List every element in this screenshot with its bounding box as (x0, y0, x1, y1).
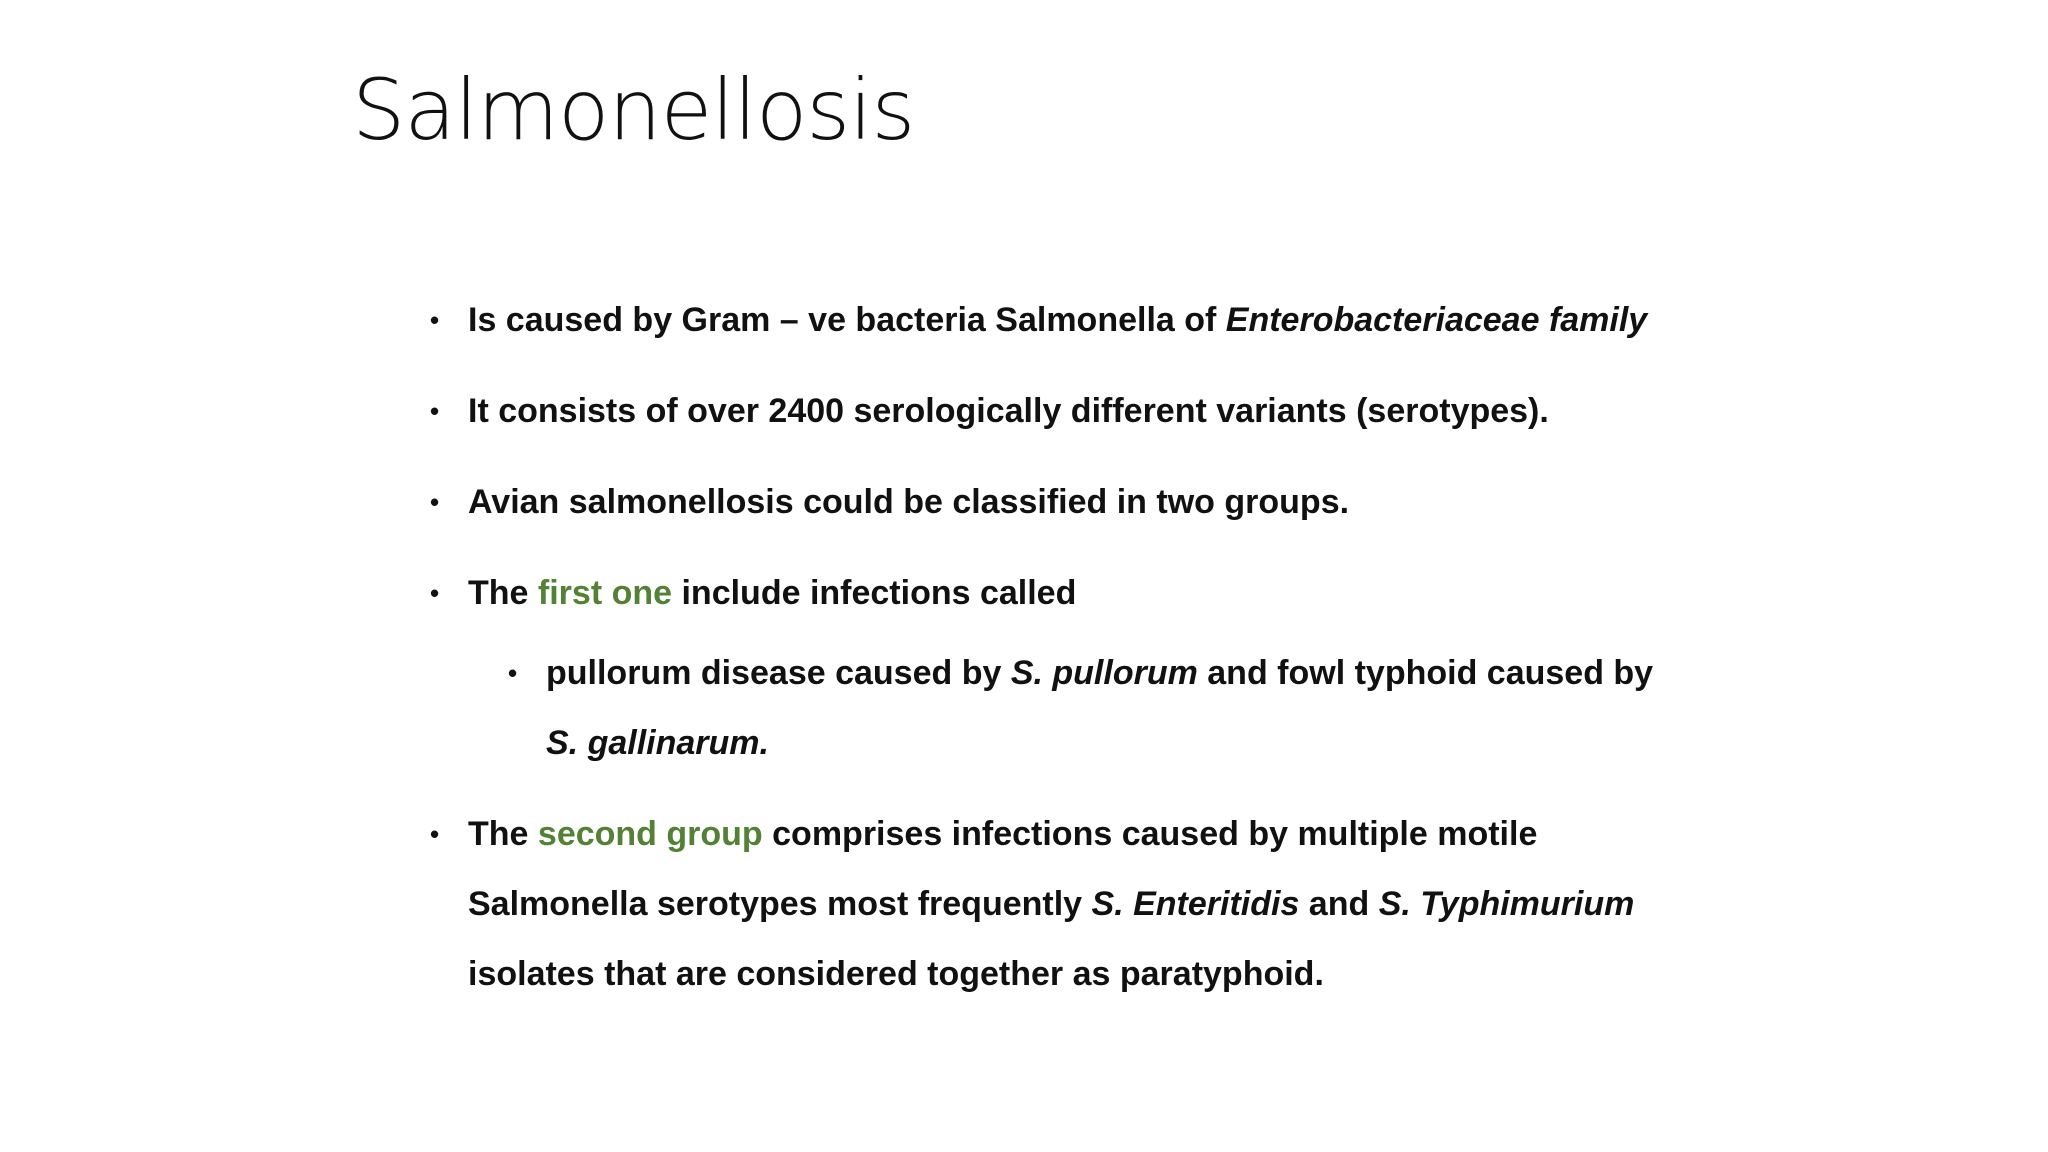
bullet-text-italic: S. Typhimurium (1378, 885, 1635, 923)
bullet-text: and fowl typhoid caused by (1197, 654, 1654, 692)
bullet-item (430, 285, 1648, 355)
bullet-text: comprises infections caused by multiple motile (762, 815, 1538, 853)
bullet-item (430, 558, 1077, 628)
bullet-text: Salmonella serotypes most frequently (468, 885, 1092, 923)
bullet-text: The (468, 574, 538, 612)
bullet-item (430, 376, 1549, 446)
bullet-text-italic: S. gallinarum. (546, 724, 769, 762)
bullet-line (468, 558, 1076, 628)
bullet-text: Avian salmonellosis could be classified in two groups. (468, 483, 1350, 521)
bullet-icon: • (430, 487, 440, 517)
bullet-text: The (468, 815, 538, 853)
bullet-text: Is caused by Gram – ve bacteria Salmonella of (468, 301, 1226, 339)
highlight-text: first one (537, 574, 673, 612)
bullet-line (468, 869, 1634, 939)
bullet-item (430, 467, 1350, 537)
bullet-text-italic: S. pullorum (1010, 654, 1198, 692)
bullet-line (546, 708, 1653, 778)
bullet-line (468, 376, 1549, 446)
bullet-icon: • (430, 396, 440, 426)
bullet-text: and (1299, 885, 1379, 923)
bullet-icon: • (430, 578, 440, 608)
bullet-icon: • (508, 658, 518, 688)
bullet-line (468, 467, 1349, 537)
bullet-line (468, 285, 1647, 355)
bullet-text: include infections called (672, 574, 1077, 612)
bullet-icon: • (430, 305, 440, 335)
slide-title: Salmonellosis (352, 61, 915, 159)
bullet-text-italic: S. Enteritidis (1091, 885, 1300, 923)
bullet-text: pullorum disease caused by (546, 654, 1011, 692)
bullet-text: isolates that are considered together as paratyphoid. (468, 955, 1324, 993)
highlight-text: second group (537, 815, 763, 853)
sub-bullet-item (508, 638, 1654, 778)
bullet-item (430, 799, 1635, 1009)
bullet-line (546, 638, 1653, 708)
bullet-text-italic: Enterobacteriaceae family (1225, 301, 1648, 339)
bullet-line (468, 939, 1634, 1009)
bullet-line (468, 799, 1634, 869)
bullet-text: It consists of over 2400 serologically different variants (serotypes). (468, 392, 1549, 430)
bullet-icon: • (430, 819, 440, 849)
